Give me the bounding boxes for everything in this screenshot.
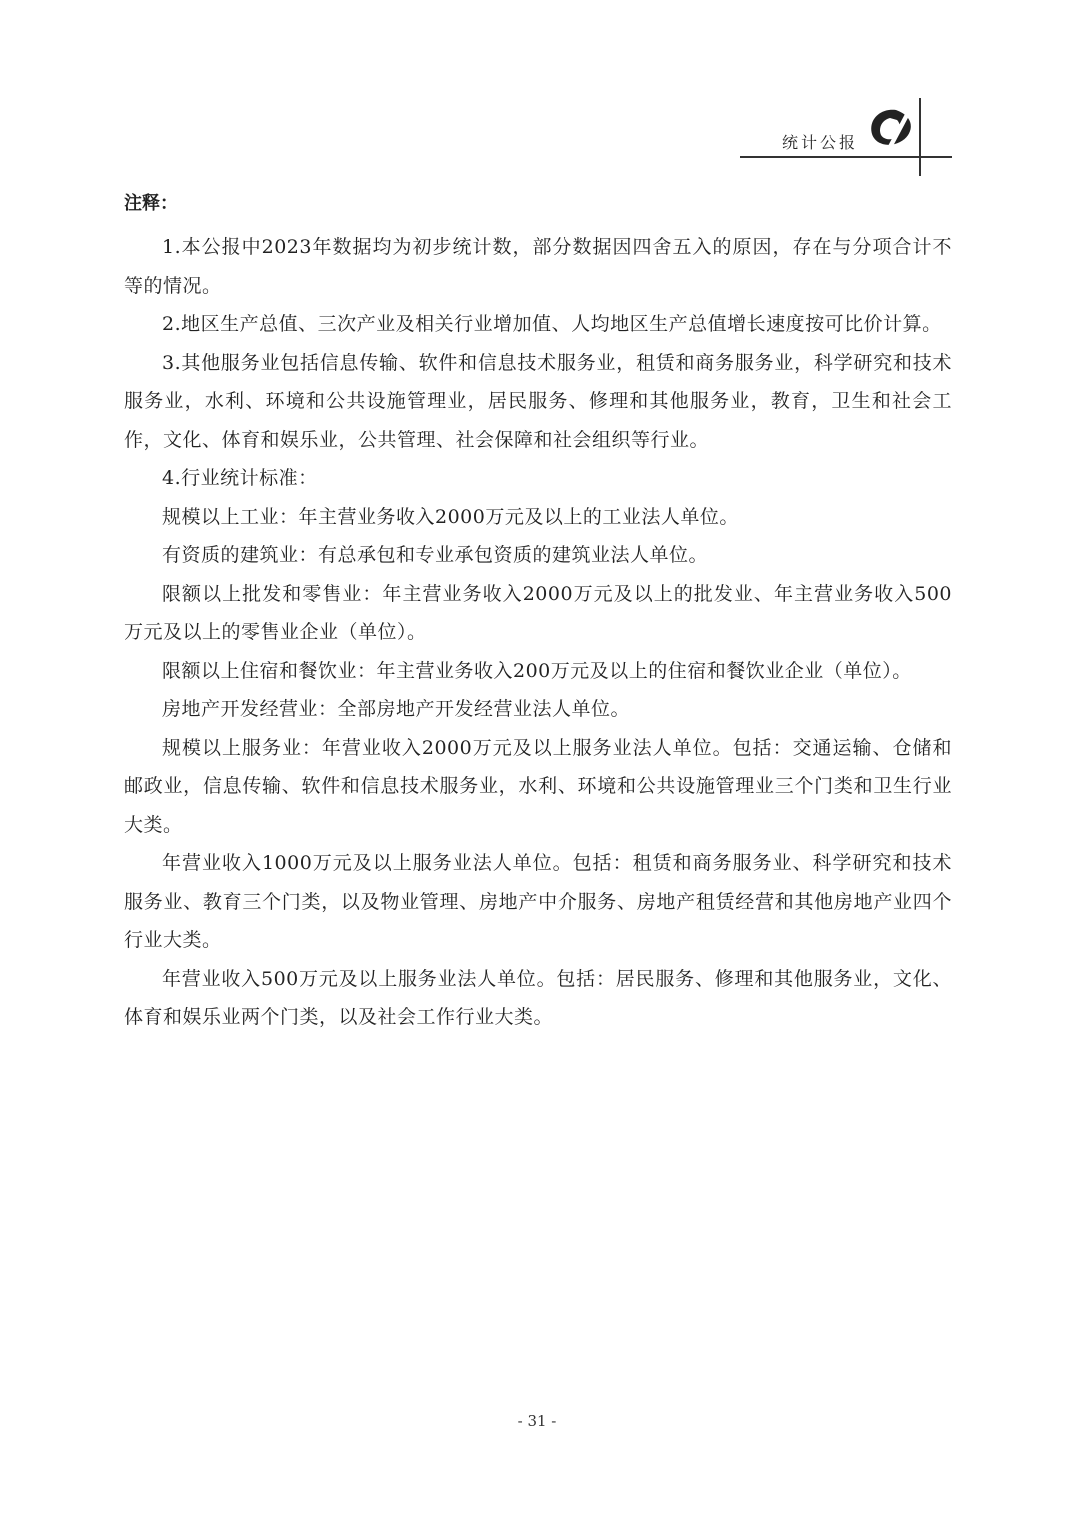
notes-section bbox=[124, 190, 952, 1037]
note-paragraph: 规模以上服务业：年营业收入2000万元及以上服务业法人单位。包括：交通运输、仓储和邮政业，信息传输、软件和信息技术服务业，水利、环境和公共设施管理业三个门类和卫生行业大类。 bbox=[124, 736, 952, 836]
header-horizontal-rule bbox=[740, 156, 952, 158]
note-paragraph: 限额以上批发和零售业：年主营业务收入2000万元及以上的批发业、年主营业务收入500万元及以上的零售业企业（单位）。 bbox=[124, 582, 952, 643]
bulletin-logo-icon bbox=[866, 106, 916, 150]
page-header bbox=[0, 0, 1074, 190]
note-paragraph: 1.本公报中2023年数据均为初步统计数，部分数据因四舍五入的原因，存在与分项合计不等的情况。 bbox=[124, 236, 952, 297]
note-paragraph: 规模以上工业：年主营业务收入2000万元及以上的工业法人单位。 bbox=[162, 505, 739, 528]
note-paragraph: 4.行业统计标准： bbox=[162, 467, 318, 489]
header-vertical-rule bbox=[919, 98, 921, 176]
note-paragraph: 2.地区生产总值、三次产业及相关行业增加值、人均地区生产总值增长速度按可比价计算。 bbox=[162, 313, 942, 335]
note-paragraph: 年营业收入500万元及以上服务业法人单位。包括：居民服务、修理和其他服务业，文化、体育和娱乐业两个门类，以及社会工作行业大类。 bbox=[124, 967, 952, 1028]
note-paragraph: 年营业收入1000万元及以上服务业法人单位。包括：租赁和商务服务业、科学研究和技术服务业、教育三个门类，以及物业管理、房地产中介服务、房地产租赁经营和其他房地产业四个行业大类。 bbox=[124, 852, 952, 951]
note-paragraph: 限额以上住宿和餐饮业：年主营业务收入200万元及以上的住宿和餐饮业企业（单位）。 bbox=[162, 659, 912, 682]
note-paragraph: 房地产开发经营业：全部房地产开发经营业法人单位。 bbox=[162, 698, 631, 720]
notes-heading: 注释： bbox=[124, 193, 178, 214]
note-paragraph: 有资质的建筑业：有总承包和专业承包资质的建筑业法人单位。 bbox=[162, 544, 709, 566]
page-number: - 31 - bbox=[517, 1412, 557, 1430]
note-paragraph: 3.其他服务业包括信息传输、软件和信息技术服务业，租赁和商务服务业，科学研究和技术服务业，水利、环境和公共设施管理业，居民服务、修理和其他服务业，教育，卫生和社会工作，文化、体育和娱乐业，公共管理、社会保障和社会组织等行业。 bbox=[124, 351, 952, 451]
header-title: 统计公报 bbox=[782, 133, 859, 152]
